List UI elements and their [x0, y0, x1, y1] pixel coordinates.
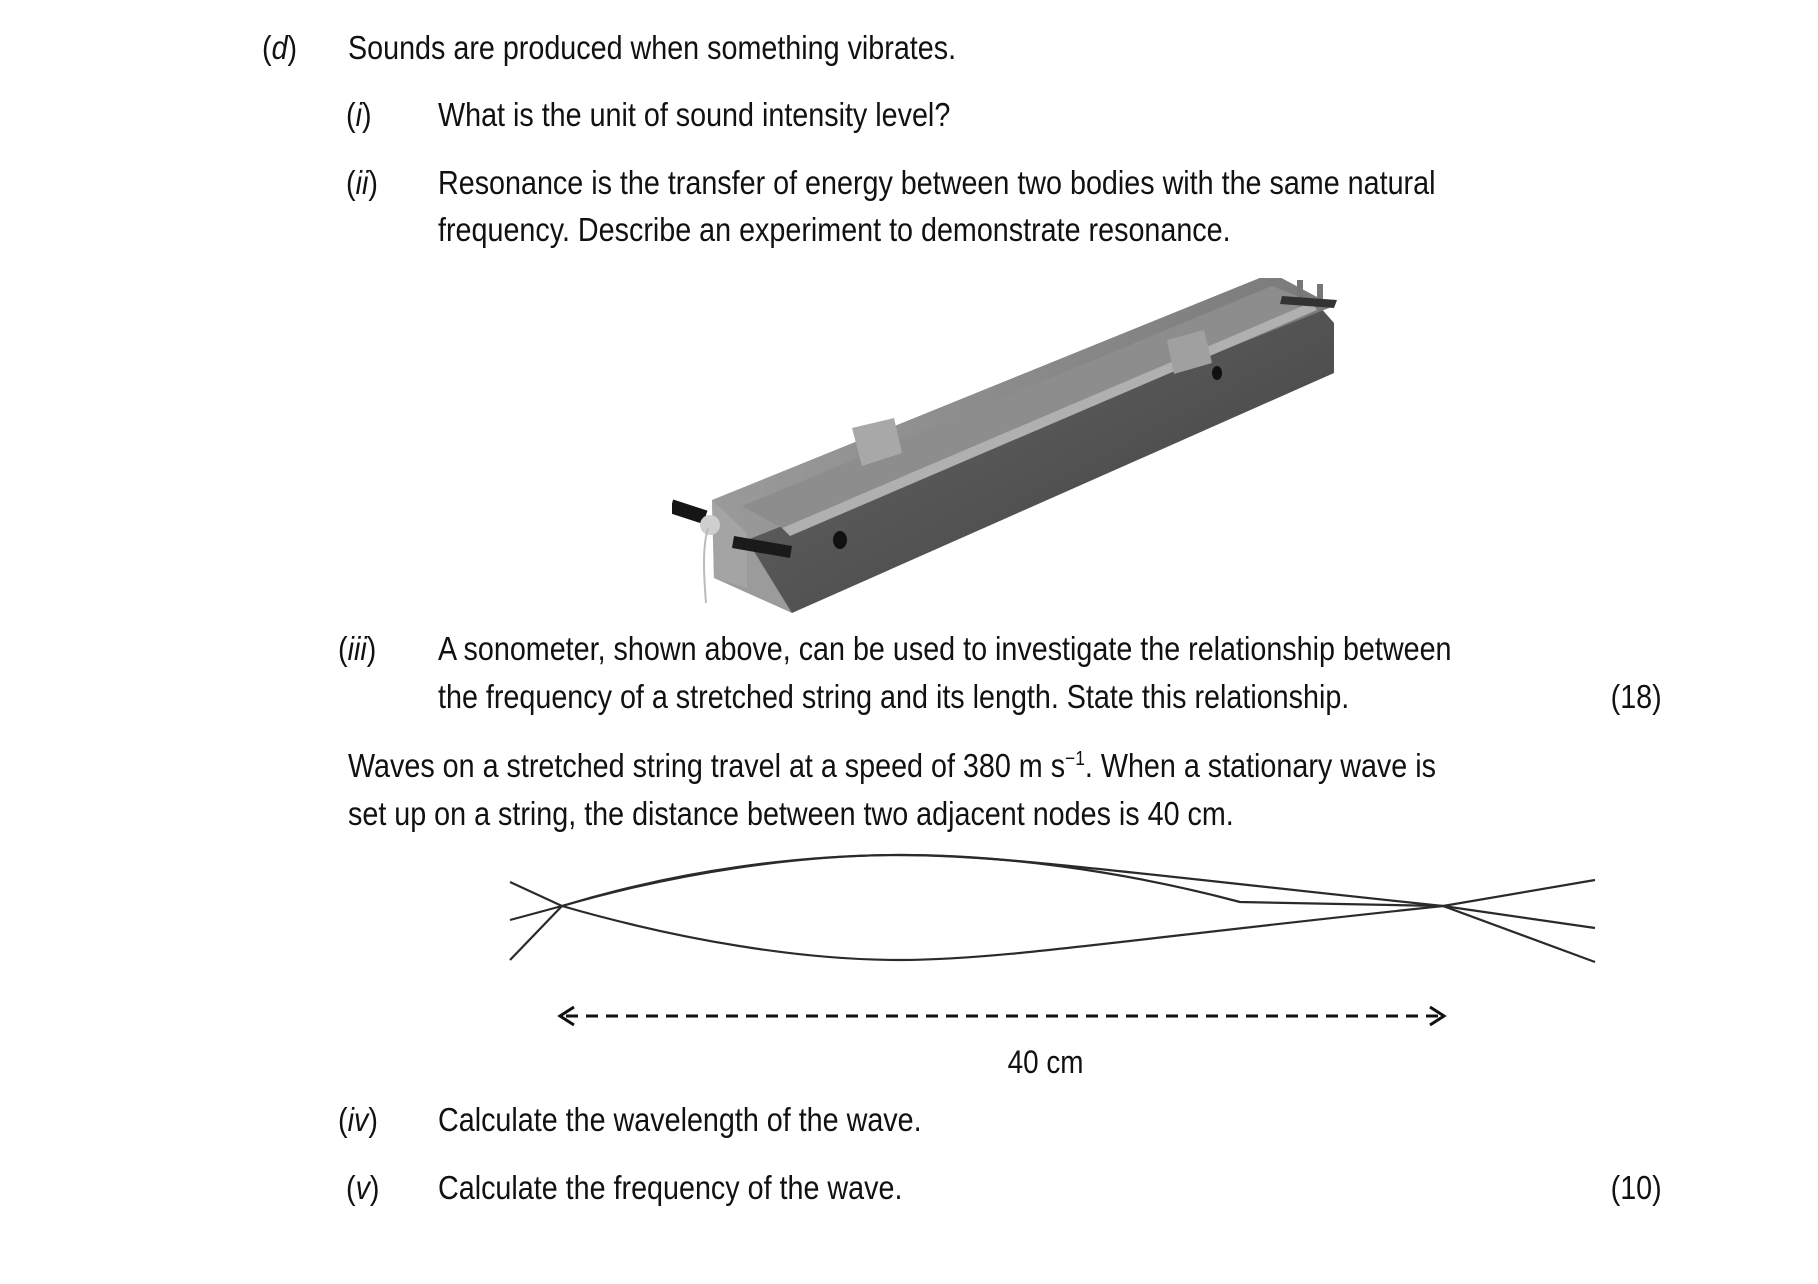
- question-ii-text-line1: Resonance is the transfer of energy between two bodies with the same natural: [438, 164, 1436, 201]
- sonometer-photo: [672, 278, 1380, 618]
- stationary-wave-diagram: [500, 840, 1610, 1030]
- part-label: [262, 28, 297, 68]
- label-numeral: i: [355, 96, 362, 133]
- paren-open: (: [262, 29, 272, 66]
- unit-exponent: −1: [1065, 748, 1085, 770]
- wave-paragraph-line1: [348, 746, 1436, 786]
- node-distance-label: 40 cm: [1007, 1044, 1084, 1080]
- question-ii-text-line2: frequency. Describe an experiment to demonstrate resonance.: [438, 211, 1231, 248]
- marks-18: (18): [1610, 678, 1662, 715]
- question-iii-text-line1: A sonometer, shown above, can be used to investigate the relationship between: [438, 630, 1452, 667]
- question-label-v: (v): [346, 1169, 380, 1206]
- wave-speed-text: Waves on a stretched string travel at a speed of 380 m s: [348, 747, 1066, 784]
- label-numeral: iii: [347, 630, 367, 667]
- question-i-text: What is the unit of sound intensity level?: [438, 96, 951, 133]
- question-label-iv: (iv): [338, 1101, 378, 1138]
- label-numeral: v: [355, 1169, 370, 1206]
- part-letter: d: [271, 29, 288, 66]
- question-iii-text-line2: the frequency of a stretched string and its length. State this relationship.: [438, 678, 1350, 715]
- question-label-ii: (ii): [346, 164, 378, 201]
- marks-10: (10): [1610, 1169, 1662, 1206]
- wave-paragraph-continuation: . When a stationary wave is: [1084, 747, 1436, 784]
- wave-paragraph-line2: set up on a string, the distance between two adjacent nodes is 40 cm.: [348, 795, 1234, 832]
- wave-envelope-upper: [510, 855, 1595, 928]
- paren-close: ): [287, 29, 298, 66]
- question-label-iii: (iii): [338, 630, 377, 667]
- label-numeral: ii: [355, 164, 369, 201]
- label-numeral: iv: [347, 1101, 369, 1138]
- question-label-i: (i): [346, 96, 372, 133]
- part-intro: Sounds are produced when something vibrates.: [348, 29, 957, 66]
- question-v-text: Calculate the frequency of the wave.: [438, 1169, 903, 1206]
- question-iv-text: Calculate the wavelength of the wave.: [438, 1101, 922, 1138]
